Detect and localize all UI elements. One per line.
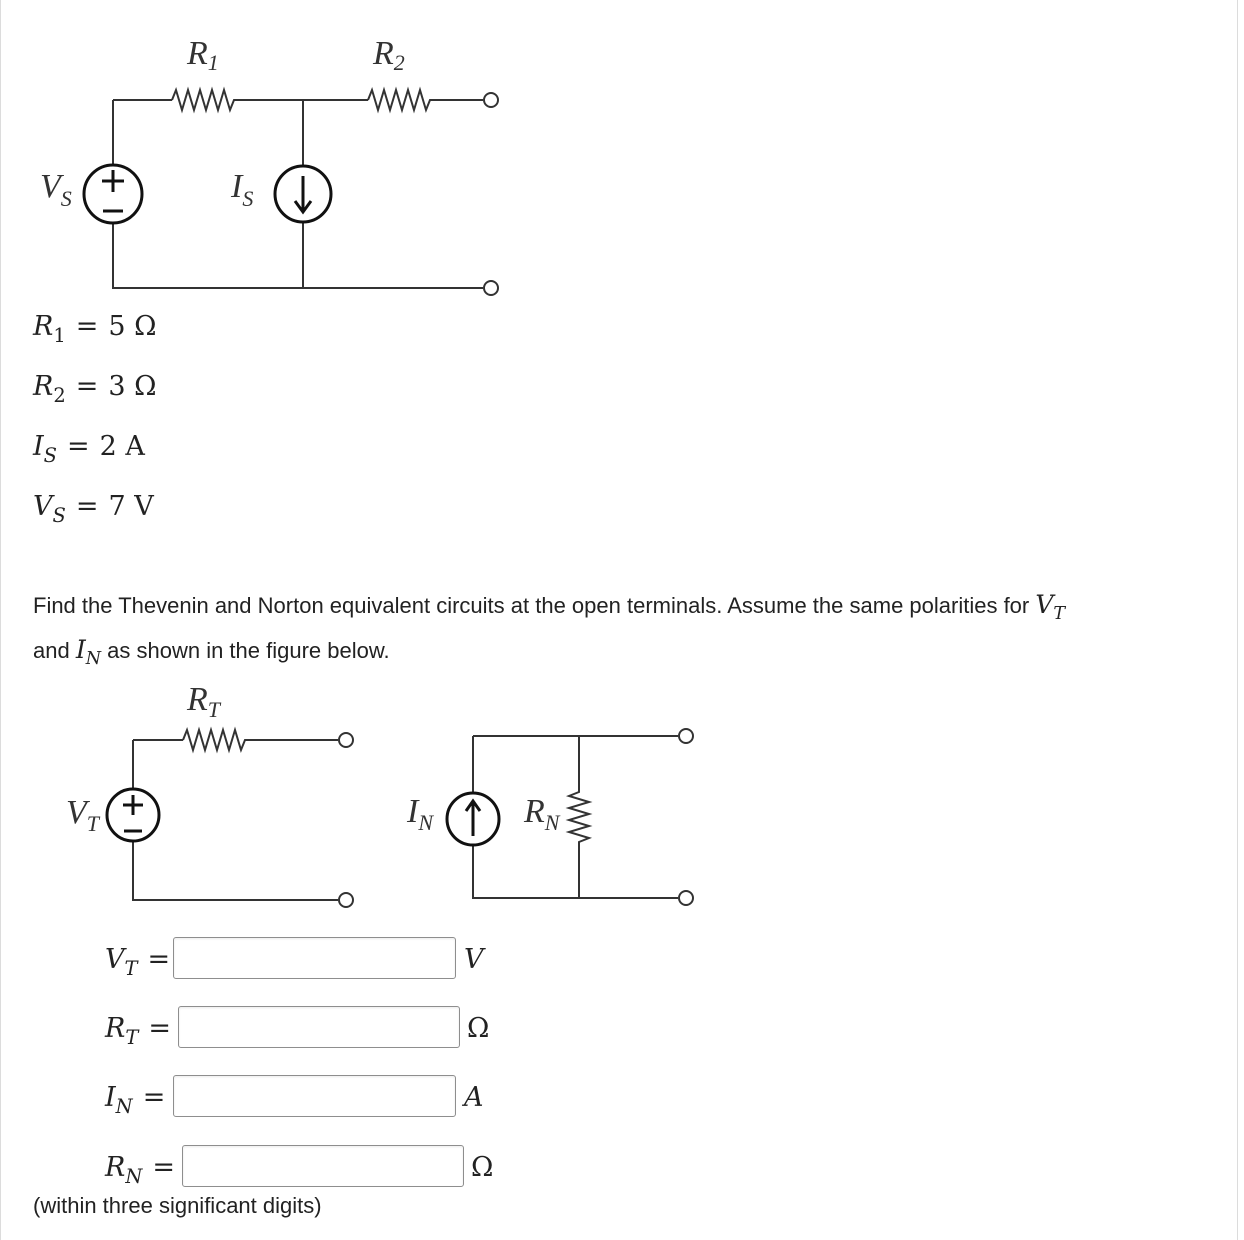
answer-label-vt: $V_T$ = <box>105 944 171 980</box>
rt-answer-input[interactable] <box>178 1006 460 1048</box>
voltage-source-vs <box>84 165 142 223</box>
label-rt: $R_T$ <box>187 681 221 722</box>
equivalent-circuits-diagram <box>0 660 1244 920</box>
norton-current-source <box>447 793 499 845</box>
label-vs: $V_S$ <box>40 168 72 211</box>
thevenin-terminal-top <box>339 733 353 747</box>
source-circuit-diagram <box>0 0 1244 320</box>
terminal-bottom-right <box>484 281 498 295</box>
answer-label-rt: $R_T$ = <box>105 1013 171 1049</box>
unit-rn: Ω <box>471 1152 494 1183</box>
given-vs: $V_S = 7$ V <box>33 491 154 527</box>
label-rn: $R_N$ <box>524 793 560 835</box>
label-r1: R1 <box>187 35 219 75</box>
vt-answer-input[interactable] <box>173 937 456 979</box>
answer-label-rn: $R_N$ = <box>105 1152 175 1188</box>
question-prompt: Find the Thevenin and Norton equivalent circuits at the open terminals. Assume the same polarities for $V_T$ and $I_N$ as shown in the figure below. <box>33 590 1066 669</box>
unit-vt: V <box>464 944 484 975</box>
given-r2: $R_2 = 3$ Ω <box>33 371 157 407</box>
norton-terminal-top <box>679 729 693 743</box>
label-vt: $V_T$ <box>66 794 100 836</box>
given-is: $I_S = 2$ A <box>33 431 145 467</box>
given-r1: $R_1 = 5$ Ω <box>33 311 157 347</box>
thevenin-voltage-source <box>107 789 159 841</box>
label-r2: R2 <box>373 35 405 75</box>
thevenin-terminal-bottom <box>339 893 353 907</box>
significant-digits-note: (within three significant digits) <box>33 1193 322 1218</box>
in-answer-input[interactable] <box>173 1075 456 1117</box>
unit-in: A <box>464 1082 484 1113</box>
answer-label-in: $I_N$ = <box>105 1082 166 1118</box>
current-source-is <box>275 166 331 222</box>
terminal-top-right <box>484 93 498 107</box>
label-is: $I_S$ <box>231 168 254 211</box>
norton-terminal-bottom <box>679 891 693 905</box>
rn-answer-input[interactable] <box>182 1145 464 1187</box>
unit-rt: Ω <box>467 1013 490 1044</box>
label-in: $I_N$ <box>407 793 434 835</box>
